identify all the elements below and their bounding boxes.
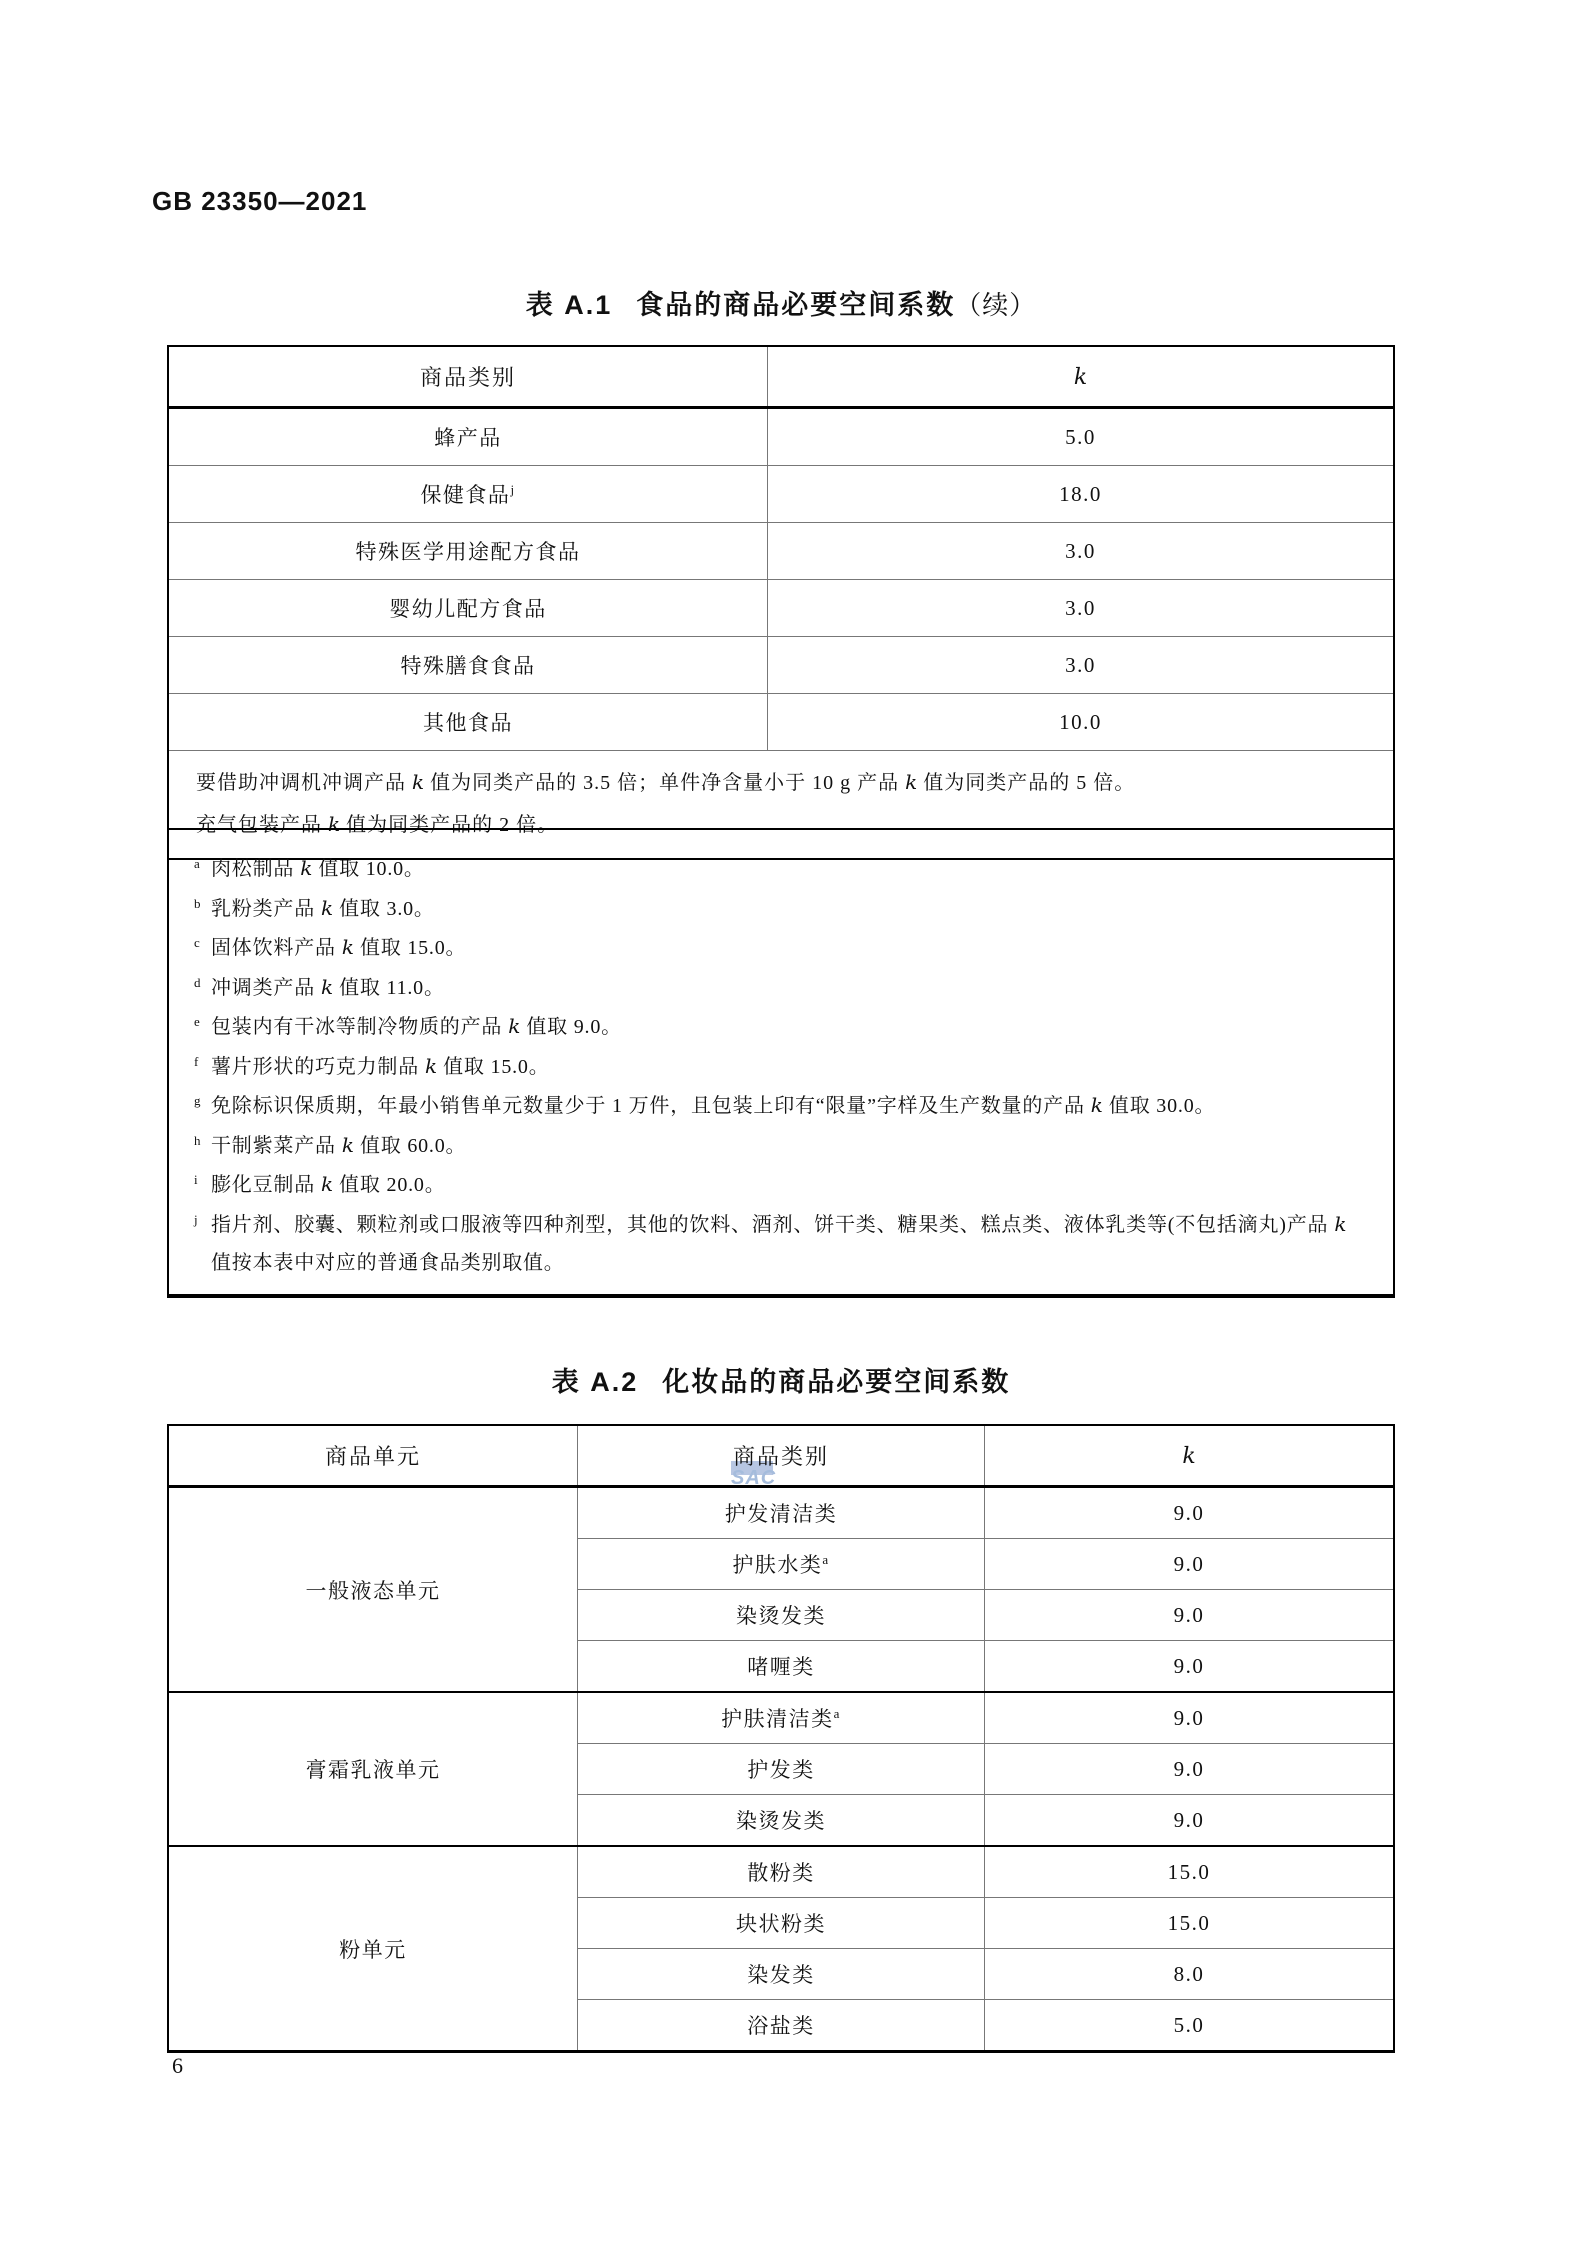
table-a1-row xyxy=(168,694,1394,751)
text-run: 值取 10.0。 xyxy=(318,858,425,880)
table-note-line xyxy=(196,762,1375,804)
footnote-marker: a xyxy=(194,856,201,871)
category-cell: 散粉类 xyxy=(577,1846,984,1898)
category-cell: 块状粉类 xyxy=(577,1898,984,1949)
page-number: 6 xyxy=(172,2053,183,2078)
category-cell: 其他食品 xyxy=(168,694,768,751)
category-cell: 婴幼儿配方食品 xyxy=(168,580,768,637)
k-value-cell: 10.0 xyxy=(768,694,1395,751)
category-cell: 护肤清洁类$^a$ xyxy=(577,1692,984,1744)
table-a1 xyxy=(167,345,1395,860)
table-a2-row xyxy=(168,1692,1394,1744)
k-symbol: k xyxy=(1073,364,1088,390)
text-run: 免除标识保质期，年最小销售单元数量少于 1 万件，且包装上印有“限量”字样及生产数量的产品 xyxy=(211,1095,1085,1117)
category-cell: 染烫发类 xyxy=(577,1795,984,1847)
footnote-marker: i xyxy=(194,1172,199,1187)
text-run: 值为同类产品的 2 倍。 xyxy=(346,814,559,836)
table-a2-header-row xyxy=(168,1425,1394,1487)
category-cell: 染烫发类 xyxy=(577,1590,984,1641)
k-value-cell: 9.0 xyxy=(985,1590,1395,1641)
k-value-cell: 3.0 xyxy=(768,580,1395,637)
k-symbol: k xyxy=(321,974,334,999)
text-run: 冲调类产品 xyxy=(211,976,315,999)
text-run: 值为同类产品的 3.5 倍；单件净含量小于 10 g 产品 xyxy=(430,772,900,794)
footnote-text xyxy=(211,968,1363,1008)
text-run: 要借助冲调机冲调产品 xyxy=(196,772,406,794)
table-a1-title-number: 表 A.1 xyxy=(525,290,613,320)
text-run: 值取 15.0。 xyxy=(443,1055,550,1078)
k-value-cell: 15.0 xyxy=(985,1846,1395,1898)
text-run: 值取 30.0。 xyxy=(1108,1095,1216,1117)
k-value-cell: 9.0 xyxy=(985,1692,1395,1744)
table-a2-title xyxy=(167,1360,1395,1399)
text-run: 值取 9.0。 xyxy=(526,1016,622,1038)
category-cell: 浴盐类 xyxy=(577,2000,984,2052)
k-value-cell: 9.0 xyxy=(985,1539,1395,1590)
footnote-text xyxy=(211,1047,1363,1087)
table-a2-title-text: 化妆品的商品必要空间系数 xyxy=(662,1367,1011,1397)
table-a1-row xyxy=(168,523,1394,580)
k-symbol: k xyxy=(1090,1093,1103,1117)
category-cell: 特殊膳食食品 xyxy=(168,637,768,694)
footnote-item xyxy=(194,1205,1363,1283)
table-a2-header-k xyxy=(985,1425,1395,1487)
k-value-cell: 15.0 xyxy=(985,1898,1395,1949)
k-symbol: k xyxy=(1182,1443,1196,1469)
k-value-cell: 9.0 xyxy=(985,1487,1395,1539)
standard-code: GB 23350—2021 xyxy=(152,186,368,216)
footnote-marker: j xyxy=(194,1211,199,1227)
footnote-text xyxy=(211,849,1363,889)
table-a1-title xyxy=(167,283,1395,322)
text-run: 乳粉类产品 xyxy=(211,897,315,920)
unit-cell: 膏霜乳液单元 xyxy=(168,1692,577,1846)
k-value-cell: 18.0 xyxy=(768,466,1395,523)
category-cell: 啫喱类 xyxy=(577,1641,984,1693)
text-run: 值取 11.0。 xyxy=(339,976,445,999)
text-run: 指片剂、胶囊、颗粒剂或口服液等四种剂型，其他的饮料、酒剂、饼干类、糖果类、糕点类、液体乳类等(不包括滴丸)产品 xyxy=(211,1213,1329,1236)
table-a1-title-text: 食品的商品必要空间系数 xyxy=(636,290,956,320)
footnote-item xyxy=(194,889,1363,929)
footnote-item xyxy=(194,1007,1363,1047)
table-a2-row xyxy=(168,1846,1394,1898)
text-run: 干制紫菜产品 xyxy=(211,1134,336,1157)
footnote-marker: d xyxy=(194,974,202,990)
category-cell: 特殊医学用途配方食品 xyxy=(168,523,768,580)
k-symbol: k xyxy=(321,895,334,920)
text-run: 值取 20.0。 xyxy=(339,1174,446,1196)
k-symbol: k xyxy=(412,770,425,794)
footnote-item xyxy=(194,1126,1363,1166)
footnote-item xyxy=(194,928,1363,968)
k-symbol: k xyxy=(905,770,918,794)
footnote-item xyxy=(194,849,1363,889)
footnote-marker: c xyxy=(194,935,201,950)
k-symbol: k xyxy=(341,1132,354,1157)
k-symbol: k xyxy=(321,1172,334,1196)
k-value-cell: 3.0 xyxy=(768,637,1395,694)
table-a1-row xyxy=(168,466,1394,523)
footnote-marker: h xyxy=(194,1132,202,1148)
text-run: 值按本表中对应的普通食品类别取值。 xyxy=(211,1252,565,1274)
table-a1-header-category: 商品类别 xyxy=(168,346,768,408)
footnote-marker: g xyxy=(194,1093,202,1108)
k-value-cell: 9.0 xyxy=(985,1641,1395,1693)
footnote-marker: b xyxy=(194,895,202,911)
table-a2-header-category: 商品类别 xyxy=(577,1425,984,1487)
k-symbol: k xyxy=(1334,1211,1347,1236)
k-value-cell: 9.0 xyxy=(985,1795,1395,1847)
k-symbol: k xyxy=(328,812,341,836)
table-a1-row xyxy=(168,580,1394,637)
footnote-marker: e xyxy=(194,1014,201,1029)
text-run: 值取 15.0。 xyxy=(359,937,467,959)
text-run: 膨化豆制品 xyxy=(211,1174,315,1196)
category-cell: 护发清洁类 xyxy=(577,1487,984,1539)
table-a2 xyxy=(167,1424,1395,2053)
footnote-text xyxy=(211,889,1363,929)
table-a1-row xyxy=(168,408,1394,466)
footnote-text xyxy=(211,1165,1363,1205)
unit-cell: 一般液态单元 xyxy=(168,1487,577,1693)
table-a1-header-k xyxy=(768,346,1395,408)
text-run: 值为同类产品的 5 倍。 xyxy=(923,772,1136,794)
footnote-text xyxy=(211,1126,1363,1166)
table-a2-row xyxy=(168,1487,1394,1539)
unit-cell: 粉单元 xyxy=(168,1846,577,2052)
footnote-text xyxy=(211,928,1363,968)
text-run: 值取 60.0。 xyxy=(359,1134,467,1157)
footnote-text xyxy=(211,1205,1363,1283)
k-symbol: k xyxy=(341,935,354,959)
text-run: 薯片形状的巧克力制品 xyxy=(211,1055,419,1078)
category-cell: 护肤水类$^a$ xyxy=(577,1539,984,1590)
footnote-item xyxy=(194,968,1363,1008)
text-run: 固体饮料产品 xyxy=(211,937,336,959)
k-value-cell: 8.0 xyxy=(985,1949,1395,2000)
footnote-item xyxy=(194,1165,1363,1205)
category-cell: 护发类 xyxy=(577,1744,984,1795)
table-a1-header-row xyxy=(168,346,1394,408)
text-run: 肉松制品 xyxy=(211,858,295,880)
footnote-marker: f xyxy=(194,1053,200,1069)
table-a1-footnote-box xyxy=(167,828,1395,1298)
k-symbol: k xyxy=(300,856,313,880)
k-value-cell: 5.0 xyxy=(985,2000,1395,2052)
sac-watermark-text: SAC xyxy=(731,1467,777,1489)
k-value-cell: 5.0 xyxy=(768,408,1395,466)
k-value-cell: 9.0 xyxy=(985,1744,1395,1795)
category-cell: 保健食品$^j$ xyxy=(168,466,768,523)
table-a2-title-number: 表 A.2 xyxy=(551,1367,639,1397)
footnote-text xyxy=(211,1086,1363,1126)
footnote-item xyxy=(194,1086,1363,1126)
category-cell: 染发类 xyxy=(577,1949,984,2000)
footnote-ref: j xyxy=(510,482,516,497)
footnote-ref: a xyxy=(822,1552,830,1567)
k-symbol: k xyxy=(508,1014,521,1038)
footnote-item xyxy=(194,1047,1363,1087)
text-run: 包装内有干冰等制冷物质的产品 xyxy=(211,1016,503,1038)
footnote-ref: a xyxy=(833,1706,841,1721)
text-run: 值取 3.0。 xyxy=(339,897,435,920)
table-a1-title-continued: （续） xyxy=(955,291,1037,320)
table-a1-row xyxy=(168,637,1394,694)
category-cell: 蜂产品 xyxy=(168,408,768,466)
text-run: 充气包装产品 xyxy=(196,814,322,836)
footnote-text xyxy=(211,1007,1363,1047)
k-value-cell: 3.0 xyxy=(768,523,1395,580)
k-symbol: k xyxy=(425,1053,438,1078)
table-a2-header-unit: 商品单元 xyxy=(168,1425,577,1487)
